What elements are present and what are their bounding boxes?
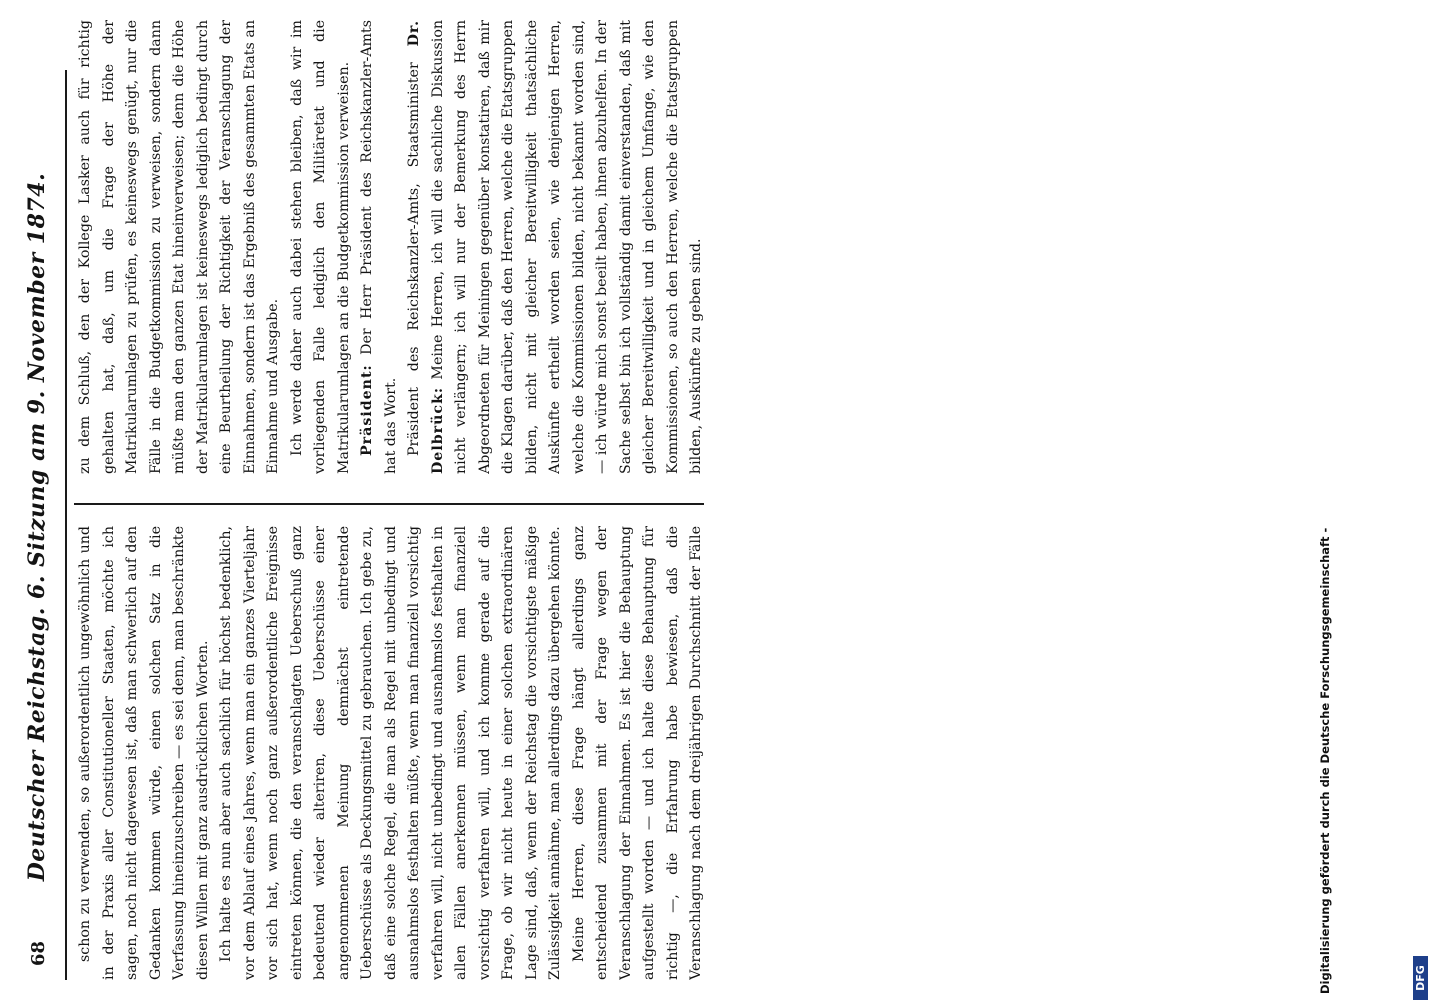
- page-number: 68: [28, 940, 49, 966]
- speech-text: Der Herr Präsident des Reichskanzler-Amts hat das Wort.: [359, 20, 399, 474]
- header-rule: [65, 70, 67, 980]
- body-paragraph: schon zu verwenden, so außerordentlich ungewöhnlich und in der Praxis aller Constitutioneller Staaten, möchte ich sagen, noch nicht dagewesen ist, daß man schwerlich auf den Gedanken kommen würde, einen solchen Satz in die Verfassung hineinzuschreiben — es sei denn, man beschränkte diesen Willen mit ganz ausdrücklichen Worten.: [77, 526, 211, 980]
- speech-paragraph: [356, 20, 403, 474]
- body-paragraph: Ich werde daher auch dabei stehen bleiben, daß wir im vorliegenden Falle lediglich den Militäretat und die Matrikularumlagen an die Budgetkommission verweisen.: [288, 20, 352, 474]
- body-paragraph: Meine Herren, diese Frage hängt allerdings ganz entscheidend zusammen mit der Frage wegen der Veranschlagung der Einnahmen. Es ist hier die Behauptung aufgestellt worden — und ich halte diese Behauptung für richtig —, die Erfahrung habe bewiesen, daß die Veranschlagung nach dem dreijährigen Durchschnitt der Fälle: [570, 526, 704, 980]
- speaker-name: Dr. Delbrück:: [406, 20, 446, 474]
- page-header: [20, 64, 60, 990]
- speaker-name: Präsident:: [359, 364, 375, 456]
- speech-text: Meine Herren, ich will die sachliche Diskussion nicht verlängern; ich will nur der Bemerkung des Herrn Abgeordneten für Meiningen gegenüber konstatiren, daß mir die Klagen darüber, daß den Herren, welche die Etatsgruppen bilden, nicht mit gleicher Bereitwilligkeit thatsächliche Auskünfte ertheilt worden seien, wie denjenigen Herren, welche die Kommissionen bilden, nicht bekannt worden sind, — ich würde mich sonst beeilt haben, ihnen abzuhelfen. In der Sache selbst bin ich vollständig damit einverstanden, daß mit gleicher Bereitwilligkeit und in gleichem Umfange, wie den Kommissionen, so auch den Herren, welche die Etatsgruppen bilden, Auskünfte zu geben sind.: [429, 20, 704, 474]
- column-divider: [74, 503, 704, 505]
- body-paragraph: Ich halte es nun aber auch sachlich für höchst bedenklich, vor dem Ablauf eines Jahres, wenn man ein ganzes Vierteljahr vor sich hat, wenn noch ganz außerordentliche Ereignisse eintreten können, die den veranschlagten Ueberschuß ganz bedeutend wieder alteriren, diese Ueberschüsse einer angenommenen Meinung demnächst eintretende Ueberschüsse als Deckungsmittel zu gebrauchen. Ich gebe zu, daß eine solche Regel, die man als Regel mit unbedingt und ausnahmslos festhalten müßte, wenn man finanziell vorsichtig verfahren will, nicht unbedingt und ausnahmslos festhalten in allen Fällen anerkennen müssen, wenn man finanziell vorsichtig verfahren will, und ich komme gerade auf die Frage, ob wir nicht heute in einer solchen extraordinären Lage sind, daß, wenn der Reichstag die vorsichtigste mäßige Zulässigkeit annähme, man allerdings dazu übergehen könnte.: [218, 526, 563, 980]
- speech-paragraph: [403, 20, 704, 474]
- right-column: [74, 20, 704, 474]
- body-paragraph: zu dem Schluß, den der Kollege Lasker auch für richtig gehalten hat, daß, um die Frage der Höhe der Matrikularumlagen zu prüfen, es keineswegs genügt, nur die Fälle in die Budgetkommission zu verweisen, sondern dann müßte man den ganzen Etat hineinverweisen; denn die Höhe der Matrikularumlagen ist keineswegs lediglich bedingt durch eine Beurtheilung der Richtigkeit der Veranschlagung der Einnahmen, sondern ist das Ergebniß des gesammten Etats an Einnahme und Ausgabe.: [77, 20, 281, 474]
- dfg-logo: DFG: [1413, 956, 1428, 1000]
- left-column: [74, 526, 704, 980]
- speaker-title: Präsident des Reichskanzler-Amts, Staatsminister: [406, 62, 422, 456]
- digitization-credit: Digitalisierung gefördert durch die Deutsche Forschungsgemeinschaft -: [1318, 527, 1332, 994]
- running-head: Deutscher Reichstag. 6. Sitzung am 9. November 1874.: [24, 172, 50, 882]
